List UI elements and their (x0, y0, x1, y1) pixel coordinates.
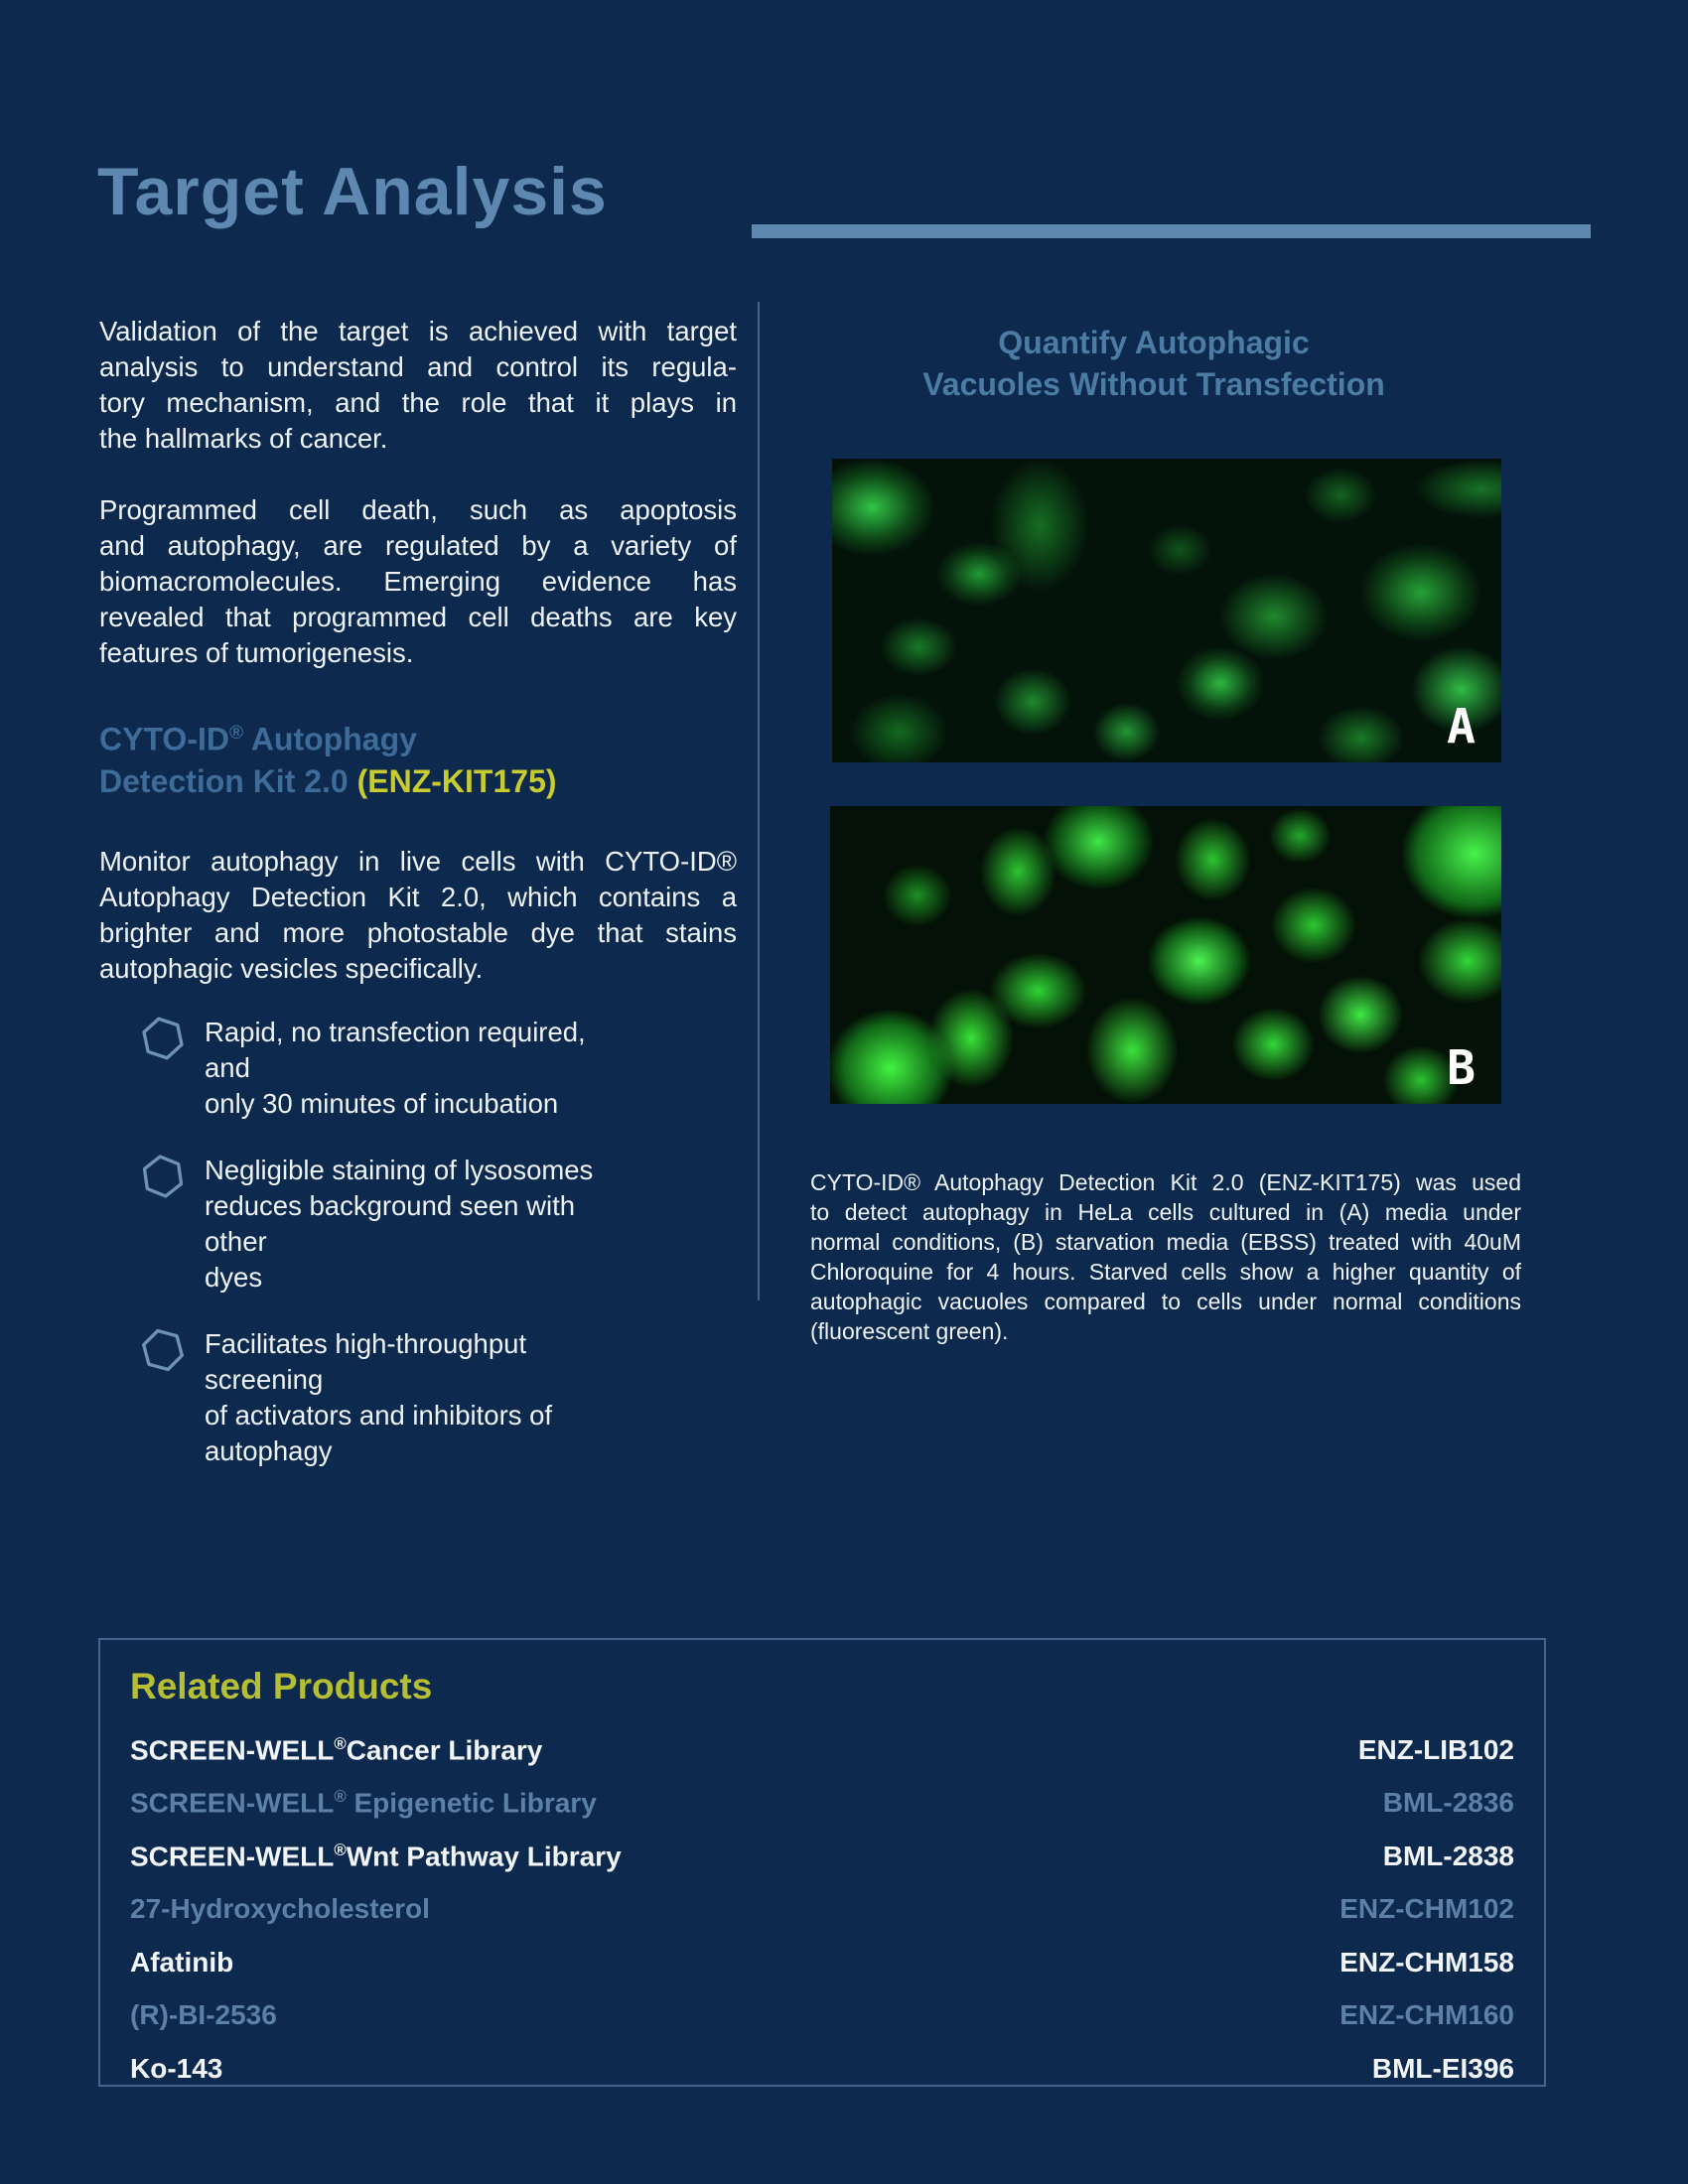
text-line: autophagic vacuoles compared to cells under normal conditions (810, 1289, 1521, 1314)
related-products-table (130, 1723, 1514, 2096)
text-line: only 30 minutes of incubation (205, 1088, 559, 1119)
text-line: analysis to understand and control its regula- (99, 351, 737, 382)
product-description (99, 844, 737, 987)
product-name: SCREEN-WELL®Wnt Pathway Library (130, 1840, 622, 1871)
product-code: BML-2838 (1382, 1840, 1514, 1871)
related-product-row (130, 1936, 1514, 1989)
bullet-item (139, 1326, 614, 1469)
related-product-row (130, 1777, 1514, 1831)
figure-heading-line1: Quantify Autophagic (998, 325, 1310, 360)
text-line: revealed that programmed cell deaths are key (99, 602, 737, 632)
text-line: (fluorescent green). (810, 1318, 1009, 1344)
figure-caption (810, 1167, 1521, 1346)
hexagon-bullet-icon (139, 1326, 187, 1374)
registered-trademark-icon: ® (334, 1733, 347, 1753)
text-line: autophagic vesicles specifically. (99, 953, 484, 984)
hexagon-bullet-icon (139, 1153, 187, 1200)
text-line: and autophagy, are regulated by a variety of (99, 530, 737, 561)
hexagon-bullet-icon (139, 1015, 187, 1062)
product-heading (99, 713, 557, 802)
product-name: Ko-143 (130, 2052, 223, 2084)
related-products-heading: Related Products (130, 1666, 433, 1706)
text-line: the hallmarks of cancer. (99, 423, 388, 454)
product-heading-line1: CYTO-ID® Autophagy (99, 721, 417, 757)
product-code: BML-2836 (1382, 1787, 1514, 1819)
product-heading-line2: Detection Kit 2.0 (ENZ-KIT175) (99, 762, 557, 799)
text-line: Rapid, no transfection required, and (205, 1017, 586, 1083)
figure-heading (784, 322, 1523, 405)
text-line: dyes (205, 1262, 263, 1293)
product-code: ENZ-CHM160 (1339, 1999, 1514, 2031)
product-name: SCREEN-WELL® Epigenetic Library (130, 1787, 597, 1819)
related-product-row (130, 1723, 1514, 1777)
intro-paragraph-1 (99, 314, 737, 457)
product-code: ENZ-CHM158 (1339, 1946, 1514, 1978)
text-line: Facilitates high-throughput screening (205, 1328, 527, 1395)
related-product-row (130, 1883, 1514, 1937)
text-line: CYTO-ID® Autophagy Detection Kit 2.0 (ENZ-KIT175) was used (810, 1169, 1521, 1195)
product-code: BML-EI396 (1371, 2052, 1514, 2084)
text-line: Autophagy Detection Kit 2.0, which contains a (99, 882, 737, 912)
figure-heading-line2: Vacuoles Without Transfection (922, 366, 1385, 402)
text-line: brighter and more photostable dye that stains (99, 917, 737, 948)
column-divider (758, 302, 760, 1300)
text-line: to detect autophagy in HeLa cells cultured in (A) media under (810, 1199, 1521, 1225)
fluorescence-micrograph-b (830, 806, 1501, 1104)
product-code-highlight: (ENZ-KIT175) (356, 762, 557, 799)
registered-trademark-icon: ® (334, 1787, 347, 1807)
text-line: Monitor autophagy in live cells with CYTO-ID® (99, 846, 737, 877)
registered-trademark-icon: ® (228, 723, 244, 744)
fluorescence-micrograph-a (832, 459, 1501, 762)
intro-paragraph-2 (99, 492, 737, 671)
text-line: normal conditions, (B) starvation media (EBSS) treated with 40uM (810, 1229, 1521, 1255)
text-line: biomacromolecules. Emerging evidence has (99, 566, 737, 597)
product-code: ENZ-CHM102 (1339, 1893, 1514, 1925)
registered-trademark-icon: ® (334, 1840, 347, 1859)
feature-bullet-list (139, 1015, 614, 1500)
bullet-text (205, 1326, 614, 1469)
text-line: reduces background seen with other (205, 1190, 576, 1257)
text-line: features of tumorigenesis. (99, 637, 414, 668)
product-name: SCREEN-WELL®Cancer Library (130, 1733, 543, 1765)
related-product-row (130, 1989, 1514, 2043)
text-line: Negligible staining of lysosomes (205, 1155, 594, 1185)
text-line: Programmed cell death, such as apoptosis (99, 494, 737, 525)
text-line: Chloroquine for 4 hours. Starved cells show a higher quantity of (810, 1259, 1521, 1285)
text-line: tory mechanism, and the role that it plays in (99, 387, 737, 418)
text-line: Validation of the target is achieved with target (99, 316, 737, 346)
bullet-text (205, 1153, 614, 1296)
bullet-item (139, 1153, 614, 1296)
text-line: of activators and inhibitors of autophagy (205, 1400, 553, 1466)
product-name: 27-Hydroxycholesterol (130, 1893, 430, 1925)
page-title: Target Analysis (97, 153, 608, 229)
related-product-row (130, 1830, 1514, 1883)
product-name: Afatinib (130, 1946, 234, 1978)
product-name: (R)-BI-2536 (130, 1999, 277, 2031)
related-products-box (98, 1638, 1546, 2087)
image-label-a: A (1447, 699, 1476, 754)
title-underline (752, 224, 1591, 238)
product-code: ENZ-LIB102 (1357, 1733, 1514, 1765)
image-label-b: B (1447, 1040, 1476, 1096)
related-product-row (130, 2042, 1514, 2096)
bullet-item (139, 1015, 614, 1122)
bullet-text (205, 1015, 614, 1122)
